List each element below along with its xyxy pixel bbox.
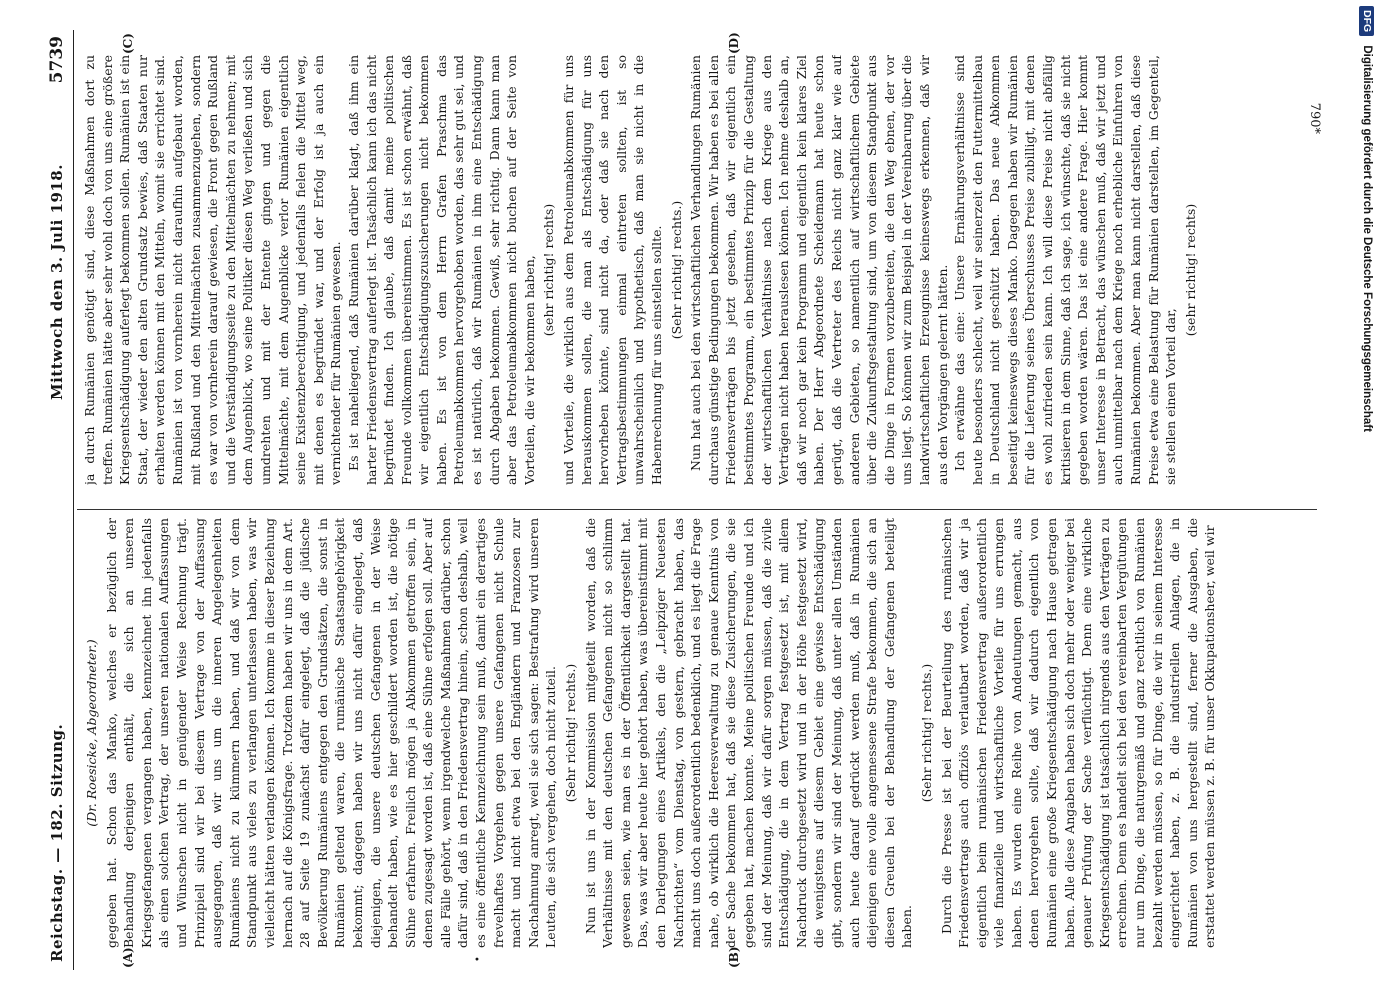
paragraph: Ich erwähne das eine: Unsere Ernährungsverhältnisse sind heute besonders schlecht, weil wir seinerzeit den Futtermittelbau in Deutschland nicht geschützt haben. Das neue Abkommen beseitigt keineswegs dieses Manko. Dagegen haben wir Rumänien für die Lieferung seines Überschusses Preise zubilligt, mit denen es wohl zufrieden sein kann. Ich will diese Preise nicht abfällig kritisieren in dem Sinne, daß ich sage, ich wünschte, daß sie nicht gegeben worden wären. Das ist eine andere Frage. Hier kommt unser Interesse in Betracht, das wünschen muß, daß wir jetzt und auch unmittelbar nach dem Kriege noch erhebliche Einfuhren von Rumänien bekommen. Aber man kann nicht darstellen, daß diese Preise etwa eine Belastung für Rumänien darstellen, im Gegenteil, sie stellen einen Vorteil dar, (952, 55, 1179, 485)
credit-text: Digitalisierung gefördert durch die Deutsche Forschungsgemeinschaft (1361, 45, 1373, 432)
column-divider (77, 509, 1317, 510)
running-head-date: Mittwoch den 3. Juli 1918. (48, 164, 66, 400)
paragraph: gegeben hat. Schon das Manko, welches er bezüglich der Behandlung derjenigen enthält, die sich an unseren Kriegsgefangenen vergangen haben, kennzeichnet ihn jedenfalls als einen solchen Vertrag, der unseren nationalen Auffassungen und Wünschen nicht in genügender Weise Rechnung trägt. Prinzipiell sind wir bei diesem Vertrage von der Auffassung ausgegangen, daß wir uns um die inneren Angelegenheiten Rumäniens nicht zu kümmern haben, und daß wir von dem Standpunkt aus vieles zu verlangen unterlassen haben, was wir vielleicht hätten verlangen können. Ich komme in dieser Beziehung hernach auf die Königsfrage. Trotzdem haben wir uns in dem Art. 28 auf Seite 19 zunächst dafür eingelegt, daß die jüdische Bevölkerung Rumäniens entgegen den Grundsätzen, die sonst in Rumänien geltend waren, die rumänische Staatsangehörigkeit bekommt; dagegen haben wir uns nicht dafür eingelegt, daß diejenigen, die unsere deutschen Gefangenen in der Weise behandelt haben, wie es hier geschildert worden ist, die nötige Sühne erfahren. Freilich mögen ja Abkommen getroffen sein, in denen zugesagt worden ist, daß eine Sühne erfolgen soll. Aber auf alle Fälle gehört, wenn irgendwelche Maßnahmen darüber, schon dafür sind, daß in den Friedensvertrag hinein, schon deshalb, weil es eine öffentliche Kennzeichnung sein muß, damit ein derartiges frevelhaftes Vorgehen gegen unsere Gefangenen nicht Schule macht und nicht etwa bei den Engländern und Franzosen zur Nachahmung anregt, weil sie sich sagen: Bestrafung wird unseren Leuten, die sich vergehen, doch nicht zuteil. (103, 518, 559, 948)
page-number: 5739 (47, 36, 67, 84)
speaker-line: (Dr. Roesicke, Abgeordneter.) (84, 639, 99, 827)
paragraph: Nun ist uns in der Kommission mitgeteilt worden, daß die Verhältnisse mit den deutschen Gefangenen nicht so schlimm gewesen seien, wie man es in der Öffentlichkeit dargestellt hat. Das, was wir aber heute hier gehört haben, was übereinstimmt mit den Darlegungen eines Artikels, den die „Leipziger Neuesten Nachrichten“ vom Dienstag, von gestern, gebracht haben, das macht uns doch außerordentlich bedenklich, und es liegt die Frage nahe, ob wirklich die Heeresverwaltung zu genaue Kenntnis von der Sache bekommen hat, daß sie diese Zusicherungen, die sie gegeben hat, machen konnte. Meine politischen Freunde und ich sind der Meinung, daß wir dafür sorgen müssen, daß die zivile Entschädigung, die in dem Vertrag festgesetzt ist, mit allem Nachdruck durchgesetzt wird und in der Höhe festgesetzt wird, die wenigstens auf diesem Gebiet eine gewisse Entschädigung gibt, sondern wir sind der Meinung, daß unter allen Umständen auch heute darauf gedrückt werden muß, daß in Rumänien diejenigen eine volle angemessene Strafe bekommen, die sich an diesen Greueln bei der Behandlung der Gefangenen beteiligt haben. (582, 518, 915, 948)
interjection: (Sehr richtig! rechts.) (668, 200, 684, 340)
paragraph: und Vorteile, die wirklich aus dem Petroleumabkommen für uns herauskommen sollen, die man als Entschädigung für uns hervorheben könnte, sind nicht da, oder daß sie nach den Vertragsbestimmungen einmal eintreten sollten, ist so unwahrscheinlich und hypothetisch, daß man sie nicht in die Habenrechnung für uns einstellen sollte. (561, 55, 664, 485)
bullet-mark-icon: • (473, 956, 484, 962)
interjection: (Sehr richtig! rechts.) (918, 663, 934, 803)
margin-mark-b: (B) (727, 946, 741, 968)
paragraph: Nun hat auch bei den wirtschaftlichen Verhandlungen Rumänien durchaus günstige Bedingungen bekommen. Wir haben es bei allen Friedensverträgen bis jetzt gesehen, daß wir eigentlich ein bestimmtes Programm, ein bestimmtes Prinzip für die Gestaltung der wirtschaftlichen Verhältnisse nach dem Kriege aus den Verträgen nicht haben herauslesen können. Ich nehme deshalb an, daß wir noch gar kein Programm und eigentlich kein klares Ziel haben. Der Herr Abgeordnete Scheidemann hat heute schon gerügt, daß die Vertreter des Reichs nicht ganz klar wie auf anderen Gebieten, so namentlich auf wirtschaftlichem Gebiete über die Zukunftsgestaltung sind, um von diesem Standpunkt aus die Dinge in Formen vorzubereiten, die den Weg ebnen, der vor uns liegt. So können wir zum Beispiel in der Vereinbarung über die landwirtschaftlichen Erzeugnisse keineswegs erkennen, daß wir aus den Vorgängen gelernt hätten. (688, 55, 950, 485)
paragraph: Durch die Presse ist bei der Beurteilung des rumänischen Friedensvertrags auch offiziös verlautbart worden, daß wir ja eigentlich beim rumänischen Friedensvertrag außerordentlich viele finanzielle und wirtschaftliche Vorteile für uns errungen haben. Es wurden eine Reihe von Andeutungen gemacht, aus denen hervorgehen sollte, daß wir dadurch eigentlich von Rumänien eine große Kriegsentschädigung nach Hause getragen haben. Alle diese Angaben haben sich doch mehr oder weniger bei genauer Prüfung der Sache verflüchtigt. Denn eine wirkliche Kriegsentschädigung ist tatsächlich nirgends aus den Verträgen zu errechnen. Denn es handelt sich bei den vereinbarten Vergütungen nur um Dinge, die naturgemäß und ganz rechtlich von Rumänien bezahlt werden müssen, so für Dinge, die wir in seinem Interesse eingerichtet haben, z. B. die industriellen Anlagen, die in Rumänien von uns hergestellt sind, ferner die Ausgaben, die erstattet werden müssen z. B. für unser Okkupationsheer, weil wir (938, 518, 1218, 948)
paragraph: Es ist naheliegend, daß Rumänien darüber klagt, daß ihm ein harter Friedensvertrag auferlegt ist. Tatsächlich kann ich das nicht begründet finden. Ich glaube, daß damit meine politischen Freunde vollkommen übereinstimmen. Es ist schon erwähnt, daß wir eigentlich Entschädigungszusicherungen nicht bekommen haben. Es ist von dem Herrn Grafen Praschma das Petroleumabkommen hervorgehoben worden, das sehr gut sei, und es ist natürlich, daß wir Rumänien in ihm eine Entschädigung durch Abgaben bekommen. Gewiß, sehr richtig. Dann kann man aber das Petroleumabkommen nicht buchen auf der Seite von Vorteilen, die wir bekommen haben, (345, 55, 537, 485)
rotated-content (41, 30, 1341, 970)
interjection: (Sehr richtig! rechts.) (563, 663, 579, 803)
running-head-left: Reichstag. — 182. Sitzung. (48, 723, 66, 962)
margin-mark-a: (A) (121, 947, 135, 968)
margin-mark-d: (D) (727, 32, 741, 54)
digitization-credit (1353, 6, 1381, 996)
interjection: (sehr richtig! rechts) (541, 203, 557, 337)
margin-mark-c: (C) (121, 33, 135, 54)
paragraph: ja durch Rumänien genötigt sind, diese Maßnahmen dort zu treffen. Rumänien hätte aber sehr wohl doch von uns eine größere Kriegsentschädigung auferlegt bekommen sollen. Rumänien ist ein Staat, der wieder den alten Grundsatz bewies, daß Staaten nur erhalten werden können mit den Mitteln, womit sie errichtet sind. Rumänien ist von vornherein nicht daraufhin aufgebaut worden, mit Rußland und den Mittelmächten zusammenzugehen, sondern es war von vornherein darauf gewiesen, die Front gegen Rußland und die Verständigungsseite zu den Mittelmächten zu nehmen; mit dem Augenblick, wo seine Politiker diesen Weg verließen und sich umdrehten und mit der Entente gingen und gegen die Mittelmächte, mit dem Augenblicke verlor Rumänien eigentlich seine Existenzberechtigung, und jedenfalls fielen die Mittel weg, mit denen es begründet war, und der Erfolg ist ja auch ein vernichtender für Rumänien gewesen. (82, 55, 344, 485)
interjection: (sehr richtig! rechts) (1182, 203, 1198, 337)
left-column (81, 518, 1331, 948)
footer-number: 790* (1307, 102, 1322, 134)
running-head (41, 30, 74, 970)
dfg-logo-icon: DFG (1359, 6, 1374, 36)
right-column (81, 55, 1331, 485)
